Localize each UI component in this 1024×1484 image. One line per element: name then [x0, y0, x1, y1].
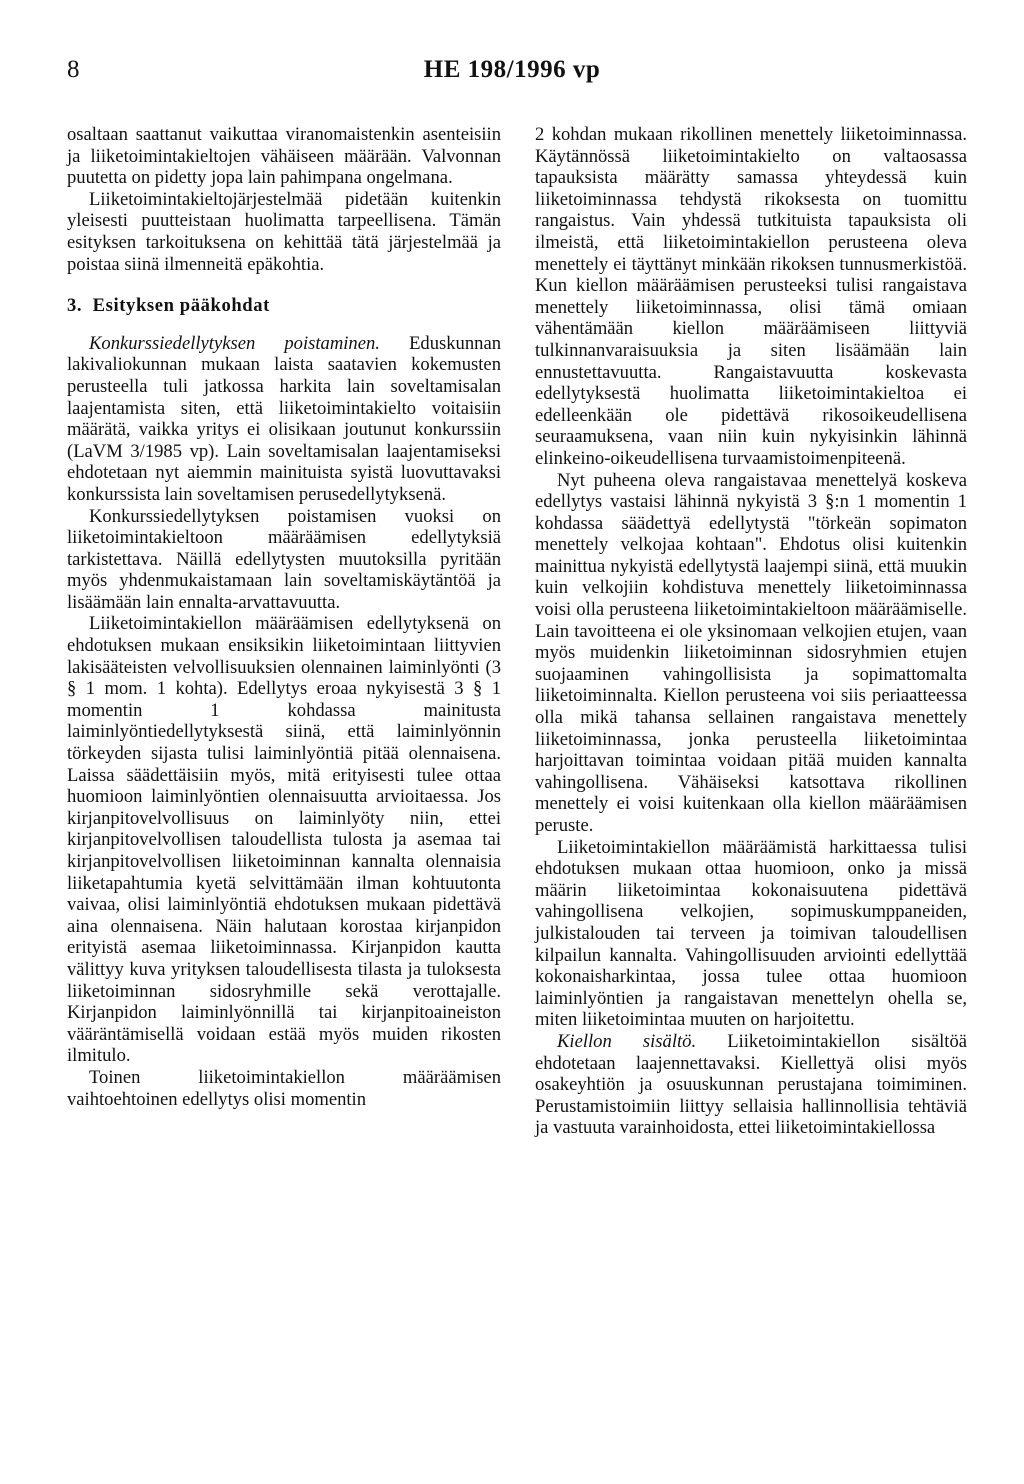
section-title: Esityksen pääkohdat	[92, 295, 270, 317]
paragraph: Liiketoimintakieltojärjestelmää pidetään kuitenkin yleisesti puutteistaan huolimatta tarpeellisena. Tämän esityksen tarkoituksena on kehittää tätä järjestelmää ja poistaa siinä ilmenneitä epäkohtia.	[67, 188, 501, 275]
right-column	[535, 124, 967, 1139]
paragraph: Nyt puheena oleva rangaistavaa menettelyä koskeva edellytys vastaisi lähinnä nykyistä 3 §:n 1 momentin 1 kohdassa säädettyä edellytystä "törkeän sopimaton menettely velkojaa kohtaan". Ehdotus olisi kuitenkin mainittua nykyistä edellytystä laajempi siinä, että muukin kuin velkojiin kohdistuva menettely liiketoiminnassa voisi olla perusteena liiketoimintakieltoon määräämiselle. Lain tavoitteena ei ole yksinomaan velkojien etujen, vaan myös muidenkin liiketoiminnan sidosryhmien etujen suojaaminen vahingollisista ja sopimattomalta liiketoiminnalta. Kiellon perusteena voi siis periaatteessa olla mikä tahansa sellainen rangaistava menettely liiketoiminnassa, jonka perusteella liiketoimintaa harjoittavan toimintaa voidaan pitää muiden kannalta vahingollisena. Vähäiseksi katsottava rikollinen menettely ei voisi kuitenkaan olla kiellon määräämisen peruste.	[535, 469, 967, 836]
subsection-title: Kiellon sisältö.	[557, 1030, 697, 1052]
paragraph	[535, 1031, 967, 1139]
paragraph	[67, 333, 501, 506]
page-number: 8	[67, 56, 80, 83]
section-heading	[67, 295, 501, 317]
paragraph-body: Eduskunnan lakivaliokunnan mukaan laista saatavien kokemusten perusteella tuli jatkossa harkita lain soveltamisalan laajentamista siten, että liiketoimintakielto voitaisiin määrätä, vaikka yritys ei olisikaan joutunut konkurssiin (LaVM 3/1985 vp). Lain soveltamisalan laajentamiseksi ehdotetaan nyt aiemmin mainituista syistä luovuttavaksi konkurssista lain soveltamisen perusedellytyksenä.	[67, 332, 501, 505]
left-column	[67, 124, 501, 1110]
paragraph: Toinen liiketoimintakiellon määräämisen vaihtoehtoinen edellytys olisi momentin	[67, 1066, 501, 1110]
paragraph: Konkurssiedellytyksen poistamisen vuoksi on liiketoimintakieltoon määräämisen edellytyksiä tarkistettava. Näillä edellytysten muutoksilla pyritään myös yhdenmukaistamaan lain soveltamiskäytäntöä ja lisäämään lain ennalta-arvattavuutta.	[67, 505, 501, 613]
paragraph: Liiketoimintakiellon määräämistä harkittaessa tulisi ehdotuksen mukaan ottaa huomioon, onko ja missä määrin liiketoimintaa kokonaisuutena pidettävä vahingollisena velkojien, sopimuskumppaneiden, julkistalouden tai terveen ja toimivan taloudellisen kilpailun kannalta. Vahingollisuuden arviointi edellyttää kokonaisharkintaa, jossa tulee ottaa huomioon laiminlyöntien ja rangaistavan menettelyn ohella se, miten liiketoimintaa muuten on harjoitettu.	[535, 836, 967, 1031]
paragraph-body: Liiketoimintakiellon sisältöä ehdotetaan laajennettavaksi. Kiellettyä olisi myös osakeyhtiön ja osuuskunnan perustajana toimiminen. Perustamistoimiin liittyy sellaisia hallinnollisia tehtäviä ja vastuuta varainhoidosta, ettei liiketoimintakiellossa	[535, 1030, 967, 1139]
document-id: HE 198/1996 vp	[423, 56, 601, 83]
section-number: 3.	[67, 295, 83, 317]
paragraph: osaltaan saattanut vaikuttaa viranomaistenkin asenteisiin ja liiketoimintakieltojen vähäiseen määrään. Valvonnan puutetta on pidetty jopa lain pahimpana ongelmana.	[67, 124, 501, 189]
paragraph: Liiketoimintakiellon määräämisen edellytyksenä on ehdotuksen mukaan ensiksikin liiketoimintaan liittyvien lakisääteisten velvollisuuksien olennainen laiminlyönti (3 § 1 mom. 1 kohta). Edellytys eroaa nykyisestä 3 § 1 momentin 1 kohdassa mainitusta laiminlyöntiedellytyksestä siinä, että laiminlyönnin törkeyden sijasta tulisi laiminlyöntiä pitää olennaisena. Laissa säädettäisiin myös, mitä erityisesti tulee ottaa huomioon laiminlyöntien olennaisuutta arvioitaessa. Jos kirjanpitovelvollisuus on laiminlyöty niin, ettei kirjanpitovelvollisen taloudellista tulosta ja asemaa tai kirjanpitovelvollisen liiketoiminnan kannalta olennaisia liiketapahtumia kyetä selvittämään ilman kohtuutonta vaivaa, olisi laiminlyöntiä ehdotuksen mukaan pidettävä aina olennaisena. Näin halutaan korostaa kirjanpidon erityistä asemaa liiketoiminnassa. Kirjanpidon kautta välittyy kuva yrityksen taloudellisesta tilasta ja tuloksesta liiketoiminnan sidosryhmille sekä verottajalle. Kirjanpidon laiminlyönnillä tai kirjanpitoaineiston vääräntämisellä voidaan estää myös muiden rikosten ilmitulo.	[67, 613, 501, 1067]
page-header	[0, 56, 1024, 96]
paragraph: 2 kohdan mukaan rikollinen menettely liiketoiminnassa. Käytännössä liiketoimintakielto on valtaosassa tapauksista määrätty samassa yhteydessä kuin liiketoiminnassa tehdystä rikoksesta on tuomittu rangaistus. Vain yhdessä tutkituista tapauksista oli ilmeistä, että liiketoimintakiellon perusteena oleva menettely ei täyttänyt minkään rikoksen tunnusmerkistöä. Kun kiellon määräämisen perusteeksi tulisi rangaistava menettely liiketoiminnassa, olisi tämä omiaan vähentämään kiellon määräämiseen liittyviä tulkinnanvaraisuuksia ja siten lisäämään lain ennustettavuutta. Rangaistavuutta koskevasta edellytyksestä huolimatta liiketoimintakieltoa ei edelleenkään ole pidettävä rikosoikeudellisena seuraamuksena, vaan niin kuin nykyisinkin lähinnä elinkeino-oikeudellisena turvaamistoimenpiteenä.	[535, 124, 967, 469]
subsection-title: Konkurssiedellytyksen poistaminen.	[89, 332, 380, 354]
